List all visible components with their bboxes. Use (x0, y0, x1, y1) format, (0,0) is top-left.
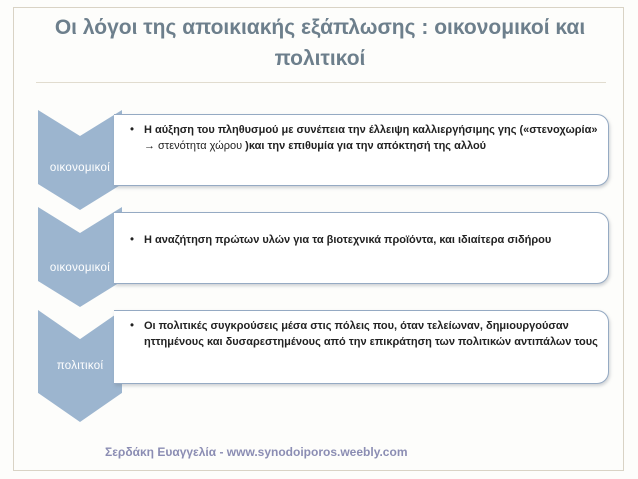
bullet-text-1-part-2: → στενότητα χώρου (144, 140, 243, 152)
content-card-1 (114, 114, 609, 186)
content-card-2 (114, 212, 609, 284)
bullet-text-1-part-1: Η αύξηση του πληθυσμού με συνέπεια την έλλειψη καλλιεργήσιμης γης («στενοχωρία» (144, 124, 598, 136)
title-line-2: πολιτικοί (274, 47, 366, 70)
bullet-item-1 (130, 122, 598, 154)
chevron-label-2: οικονομικοί (49, 262, 111, 274)
bullet-marker: • (130, 320, 135, 332)
bullet-text-3: Οι πολιτικές συγκρούσεις μέσα στις πόλεις που, όταν τελείωναν, δημιουργούσαν ηττημένους και δυσαρεστημένους από την επικράτηση των πολιτικών αντιπάλων τους (144, 320, 598, 348)
title-divider (36, 82, 606, 83)
bullet-marker: • (130, 124, 135, 136)
title-line-1: Οι λόγοι της αποικιακής εξάπλωσης : οικονομικοί και (54, 16, 586, 39)
chevron-label-3: πολιτικοί (56, 360, 104, 372)
bullet-text-1-part-3: )και την επιθυμία για την απόκτησή της αλλού (242, 140, 487, 152)
bullet-item-3 (130, 318, 598, 350)
chevron-label-1: οικονομικοί (49, 162, 111, 174)
bullet-text-2: Η αναζήτηση πρώτων υλών για τα βιοτεχνικά προϊόντα, και ιδιαίτερα σιδήρου (144, 234, 552, 246)
bullet-marker: • (130, 234, 135, 246)
content-card-3 (114, 310, 609, 384)
bullet-text-1 (144, 122, 598, 154)
slide-title (40, 12, 600, 74)
footer-credit: Σερδάκη Ευαγγελία - www.synodoiporos.weebly.com (105, 445, 408, 459)
bullet-item-2 (130, 232, 598, 248)
